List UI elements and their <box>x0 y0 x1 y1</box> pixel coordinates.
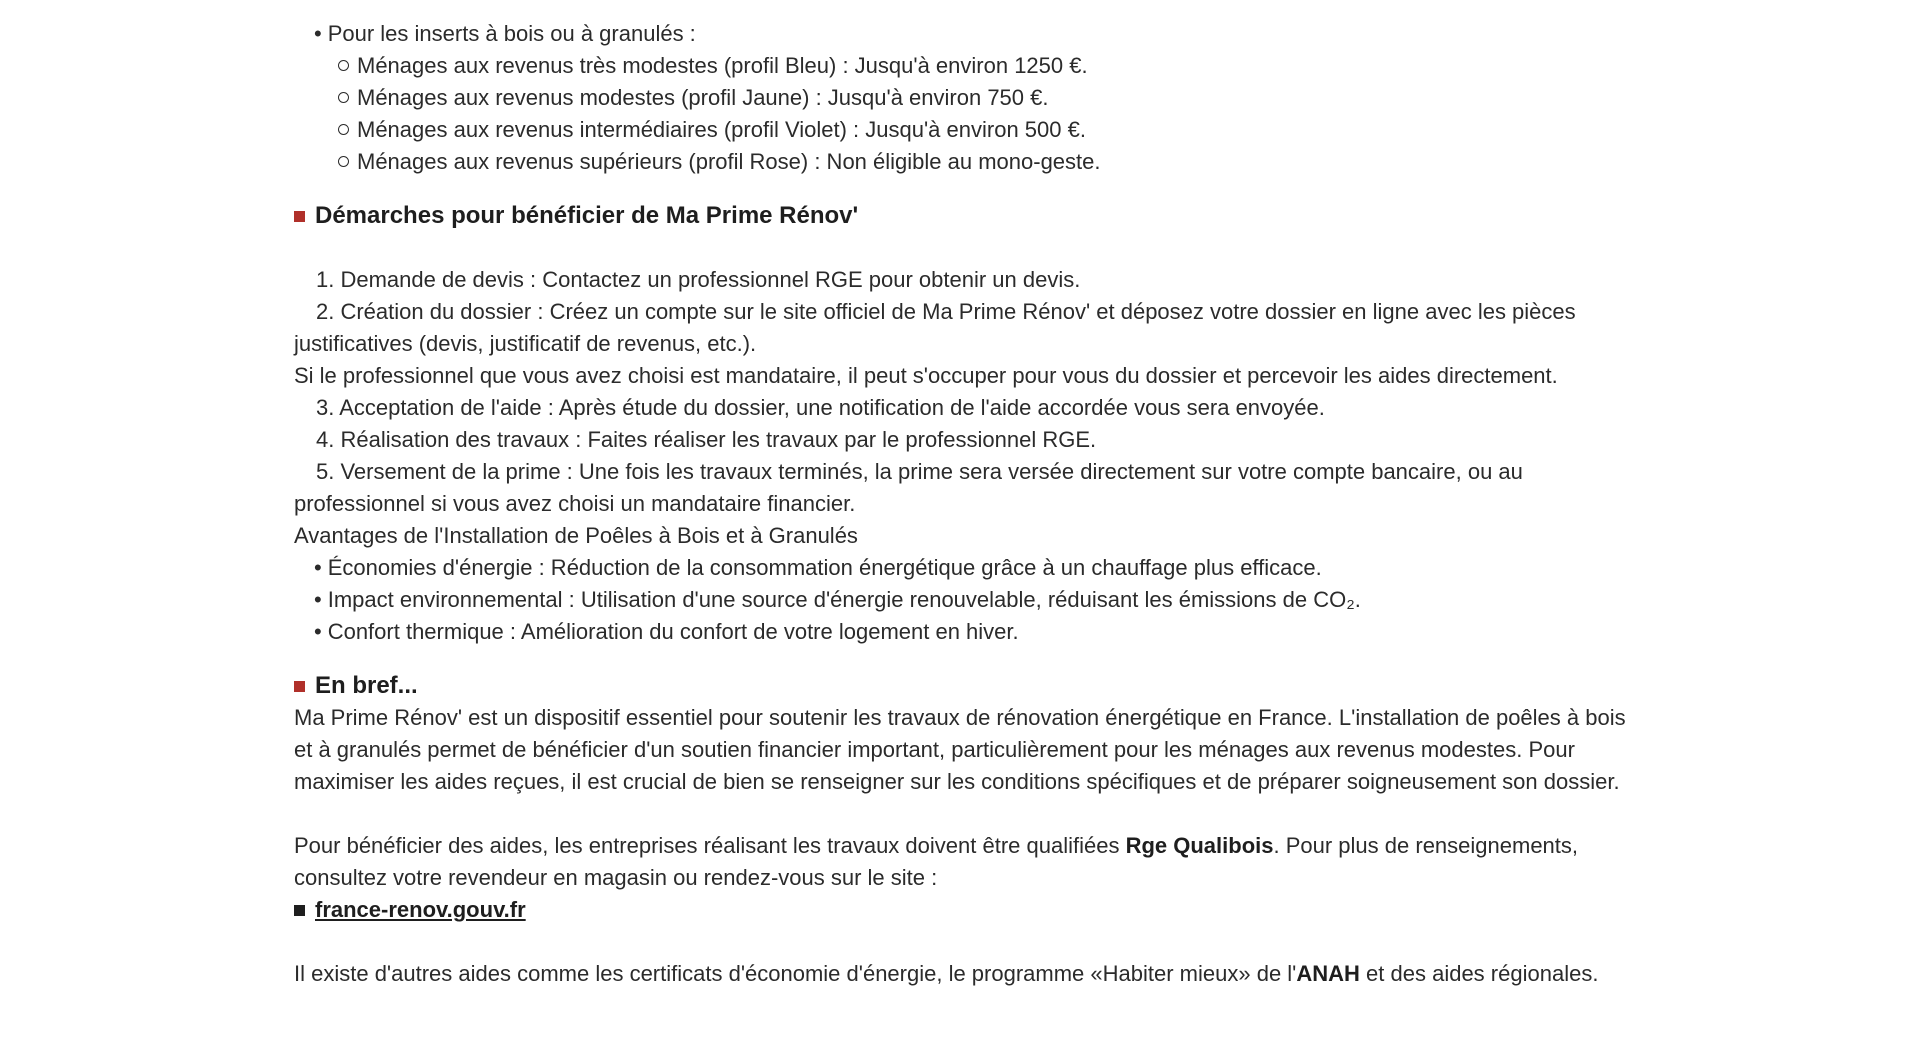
circle-bullet-icon <box>338 60 349 71</box>
section-heading-text: En bref... <box>315 672 418 699</box>
other-aides <box>294 958 1634 990</box>
list-item <box>294 50 1634 82</box>
step-1: 1. Demande de devis : Contactez un professionnel RGE pour obtenir un devis. <box>316 267 1081 292</box>
section-heading-demarches <box>294 200 1634 232</box>
list-item <box>294 146 1634 178</box>
step-2: 2. Création du dossier : Créez un compte sur le site officiel de Ma Prime Rénov' et déposez votre dossier en ligne avec les pièces <box>316 299 1576 324</box>
france-renov-link[interactable]: france-renov.gouv.fr <box>315 897 526 922</box>
link-row <box>294 894 1634 926</box>
aides-paragraph <box>294 830 1634 894</box>
bullet-icon: • <box>314 555 322 580</box>
aides-text: Pour bénéficier des aides, les entreprises réalisant les travaux doivent être qualifiées <box>294 833 1126 858</box>
avantages-title: Avantages de l'Installation de Poêles à Bois et à Granulés <box>294 523 858 548</box>
square-bullet-icon <box>294 681 305 692</box>
list-item-text: Économies d'énergie : Réduction de la consommation énergétique grâce à un chauffage plus efficace. <box>327 555 1322 580</box>
bullet-icon: • <box>314 587 322 612</box>
list-item <box>294 584 1634 616</box>
step-5: 5. Versement de la prime : Une fois les travaux terminés, la prime sera versée directement sur votre compte bancaire, ou au <box>316 459 1523 484</box>
section-heading-en-bref <box>294 670 1634 702</box>
step-2-continuation: justificatives (devis, justificatif de revenus, etc.). <box>294 331 757 356</box>
mandataire-note: Si le professionnel que vous avez choisi est mandataire, il peut s'occuper pour vous du dossier et percevoir les aides directement. <box>294 363 1558 388</box>
inserts-intro <box>294 18 1634 50</box>
list-item-text: Ménages aux revenus très modestes (profil Bleu) : Jusqu'à environ 1250 €. <box>357 53 1088 78</box>
list-item <box>294 82 1634 114</box>
bullet-icon: • <box>314 619 322 644</box>
list-item <box>294 616 1634 648</box>
square-bullet-icon <box>294 905 305 916</box>
step-3: 3. Acceptation de l'aide : Après étude du dossier, une notification de l'aide accordée vous sera envoyée. <box>316 395 1325 420</box>
circle-bullet-icon <box>338 92 349 103</box>
article-content <box>294 18 1634 990</box>
list-item-text: Confort thermique : Amélioration du confort de votre logement en hiver. <box>327 619 1019 644</box>
aides-text-after: . Pour plus de renseignements, consultez votre revendeur en magasin ou rendez-vous sur le site : <box>294 833 1579 890</box>
list-item <box>294 552 1634 584</box>
step-5-continuation: professionnel si vous avez choisi un mandataire financier. <box>294 491 856 516</box>
other-aides-text-after: et des aides régionales. <box>1359 961 1599 986</box>
inserts-intro-text: Pour les inserts à bois ou à granulés : <box>327 21 696 46</box>
anah-label: ANAH <box>1296 961 1360 986</box>
list-item-text: Ménages aux revenus supérieurs (profil Rose) : Non éligible au mono-geste. <box>357 149 1101 174</box>
circle-bullet-icon <box>338 124 349 135</box>
list-item-text: Ménages aux revenus intermédiaires (profil Violet) : Jusqu'à environ 500 €. <box>357 117 1086 142</box>
step-4: 4. Réalisation des travaux : Faites réaliser les travaux par le professionnel RGE. <box>316 427 1097 452</box>
circle-bullet-icon <box>338 156 349 167</box>
bref-paragraph: Ma Prime Rénov' est un dispositif essentiel pour soutenir les travaux de rénovation énergétique en France. L'installation de poêles à bois et à granulés permet de bénéficier d'un soutien financier important, particulièrement pour les ménages aux revenus modestes. Pour maximiser les aides reçues, il est crucial de bien se renseigner sur les conditions spécifiques et de préparer soigneusement son dossier. <box>294 705 1626 794</box>
square-bullet-icon <box>294 211 305 222</box>
section-heading-text: Démarches pour bénéficier de Ma Prime Rénov' <box>315 202 859 229</box>
list-item <box>294 114 1634 146</box>
rge-qualibois-label: Rge Qualibois <box>1125 833 1274 858</box>
bullet-icon: • <box>314 21 322 46</box>
other-aides-text: Il existe d'autres aides comme les certificats d'économie d'énergie, le programme «Habiter mieux» de l' <box>294 961 1297 986</box>
list-item-text: Ménages aux revenus modestes (profil Jaune) : Jusqu'à environ 750 €. <box>357 85 1049 110</box>
list-item-text: Impact environnemental : Utilisation d'une source d'énergie renouvelable, réduisant les émissions de CO₂. <box>327 587 1361 612</box>
